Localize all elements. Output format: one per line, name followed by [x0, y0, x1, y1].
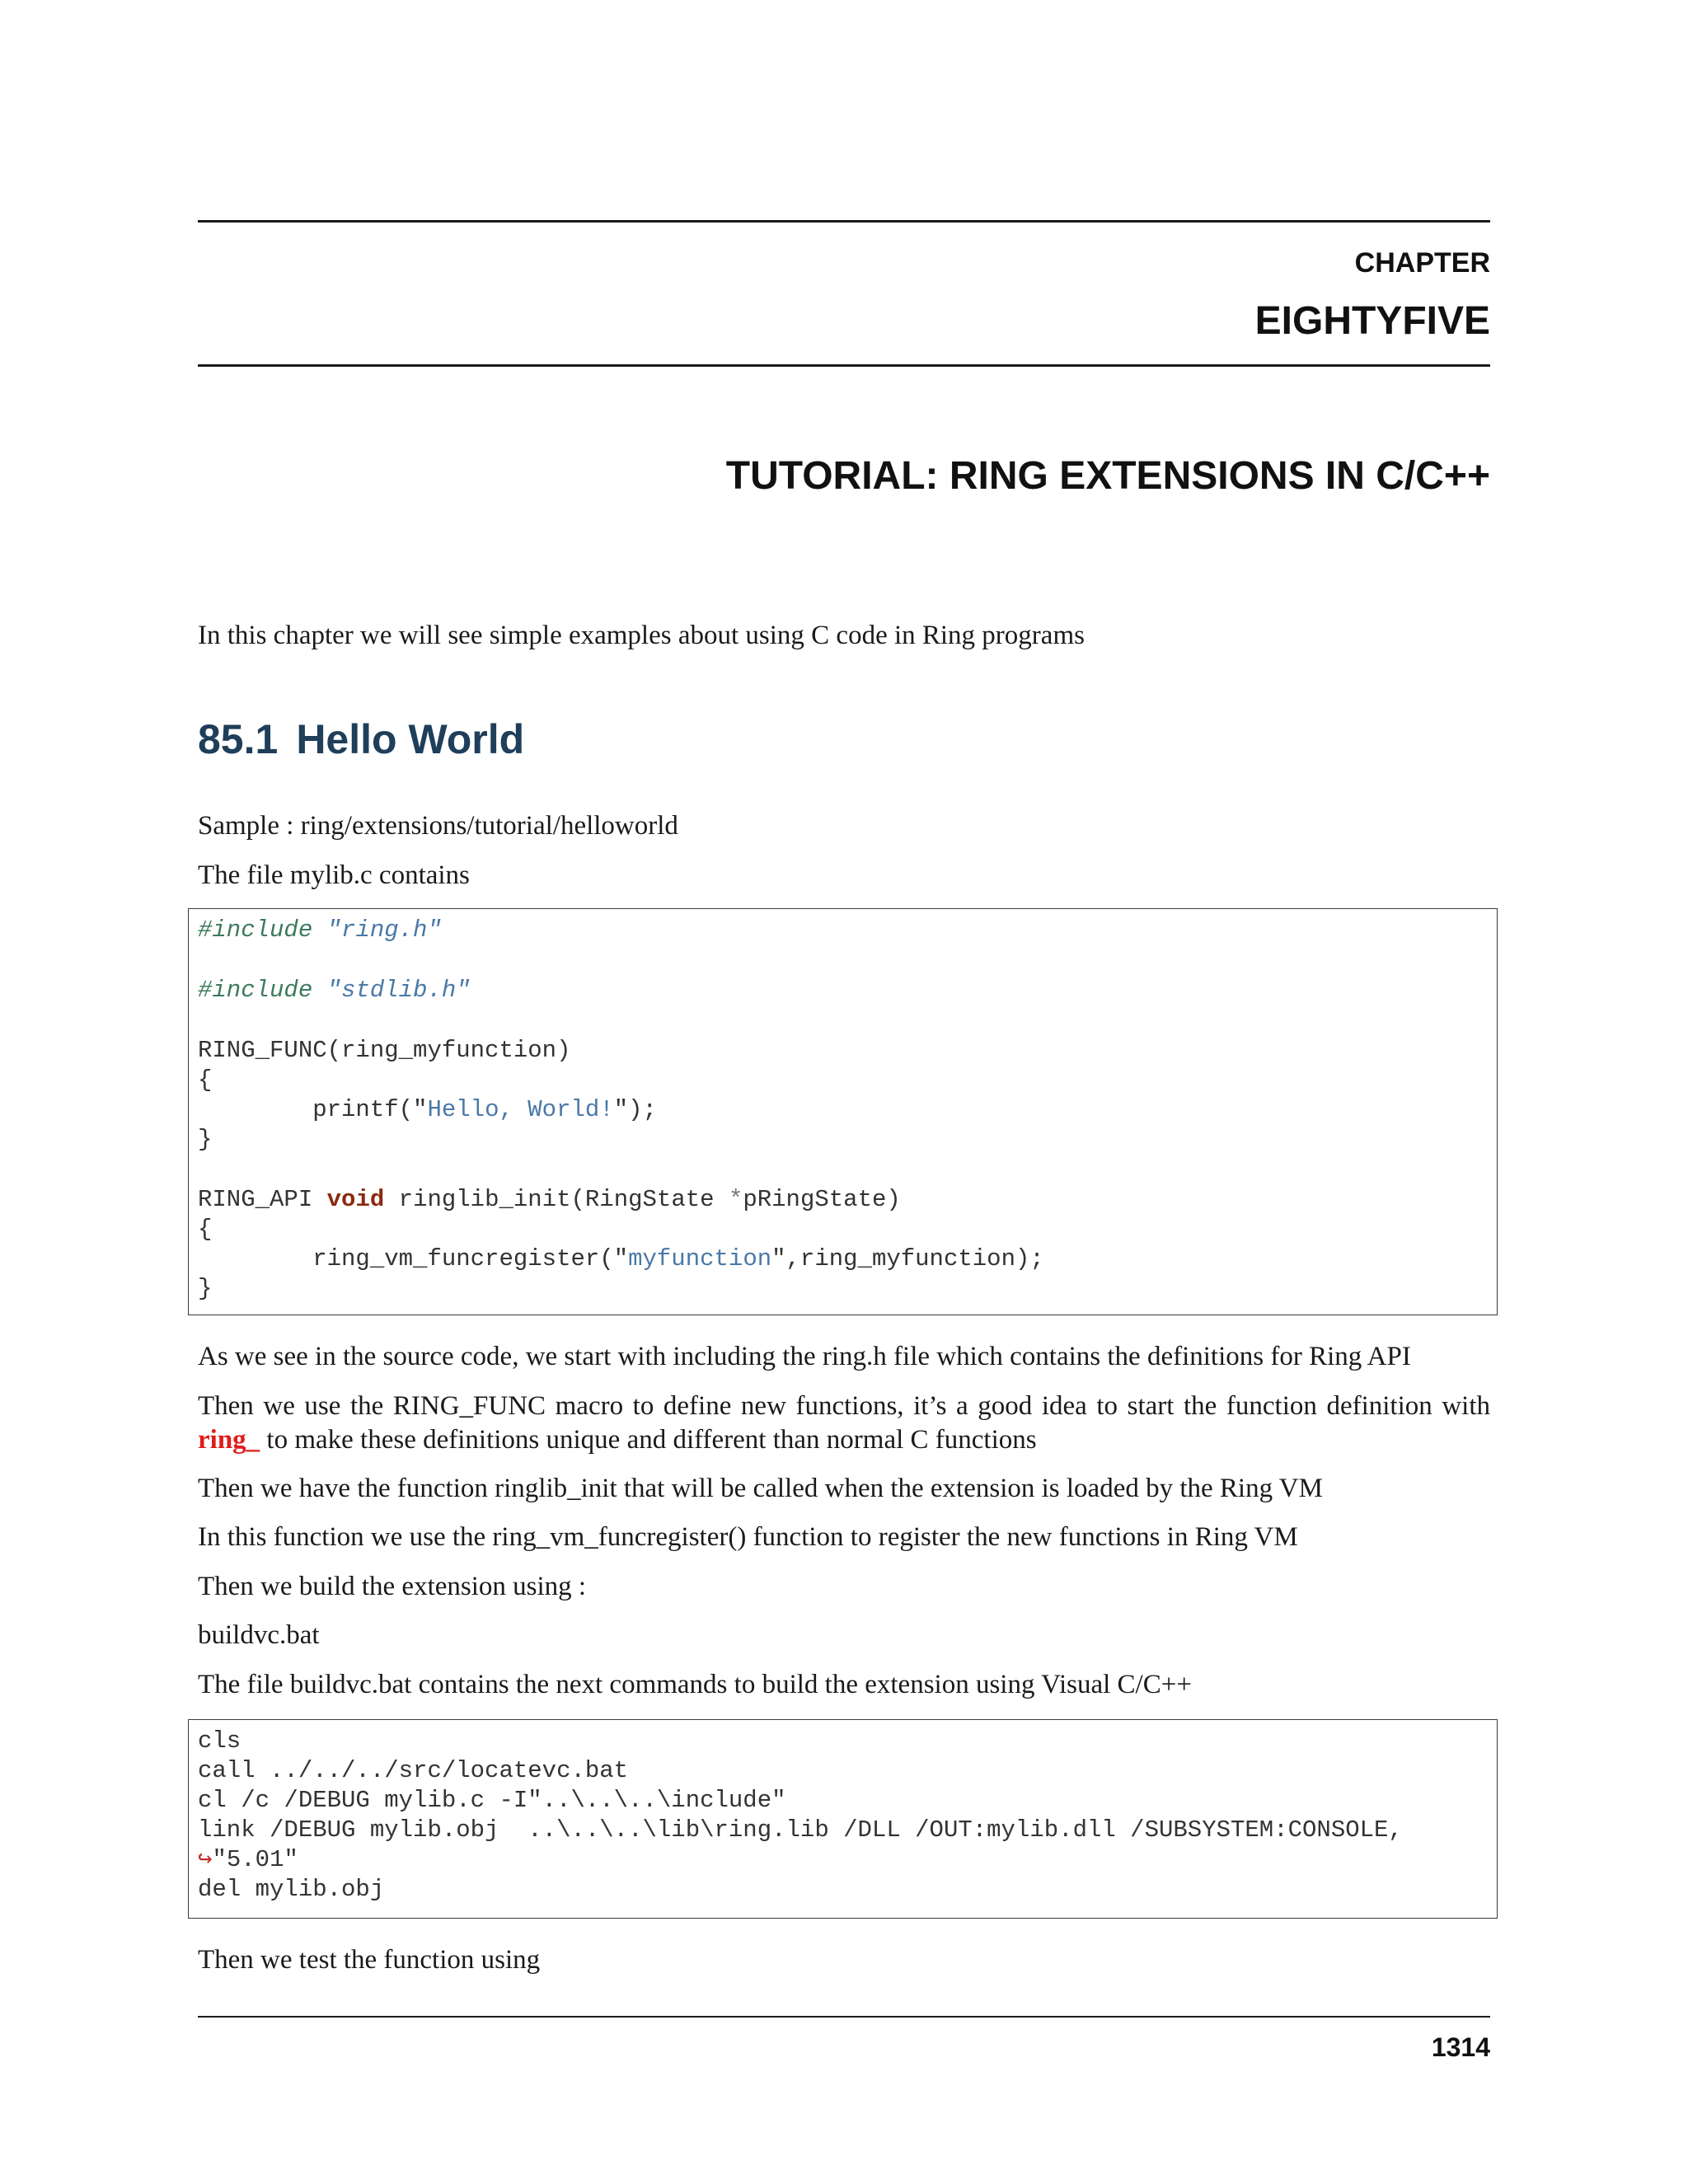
- code-block-buildvc: [188, 1719, 1498, 1919]
- code-quote: ": [771, 1245, 786, 1272]
- chapter-number: EIGHTYFIVE: [1254, 299, 1490, 343]
- chapter-label: CHAPTER: [1354, 247, 1490, 279]
- code-quote: ": [326, 916, 342, 944]
- code-line: }: [198, 1126, 213, 1153]
- line-continuation-icon: ↪: [198, 1846, 213, 1873]
- code-line: link /DEBUG mylib.obj ..\..\..\lib\ring.lib /DLL /OUT:mylib.dll /SUBSYSTEM:CONSOLE,: [198, 1816, 1403, 1844]
- code-string: Hello, World!: [427, 1096, 614, 1123]
- section-heading: [198, 715, 524, 763]
- code-quote: ": [456, 977, 471, 1004]
- section-title: Hello World: [296, 716, 525, 762]
- code-block-mylib: [188, 908, 1498, 1315]
- code-line: [198, 1185, 901, 1215]
- explain-paragraph-2: [198, 1390, 1490, 1457]
- code-text: RING_API: [198, 1186, 327, 1213]
- ring-prefix-highlight: ring_: [198, 1425, 260, 1455]
- explain-paragraph-5: Then we build the extension using :: [198, 1572, 587, 1601]
- code-line: cls: [198, 1727, 241, 1755]
- intro-paragraph: In this chapter we will see simple examples about using C code in Ring programs: [198, 621, 1085, 650]
- top-rule: [198, 220, 1490, 223]
- code-line: call ../../../src/locatevc.bat: [198, 1757, 629, 1784]
- code-line: cl /c /DEBUG mylib.c -I"..\..\..\include": [198, 1787, 786, 1814]
- code-text: "5.01": [212, 1846, 298, 1873]
- build-intro: The file buildvc.bat contains the next commands to build the extension using Visual C/C++: [198, 1670, 1192, 1699]
- test-intro: Then we test the function using: [198, 1945, 541, 1975]
- code-text: pRingState): [743, 1186, 901, 1213]
- chapter-title: TUTORIAL: RING EXTENSIONS IN C/C++: [725, 454, 1490, 498]
- code-line: [198, 1244, 1044, 1274]
- code-line: del mylib.obj: [198, 1876, 385, 1903]
- code-text: ring_vm_funcregister(: [198, 1245, 614, 1272]
- code-line: [198, 1845, 298, 1875]
- code-line: [198, 976, 471, 1005]
- explain-text: to make these definitions unique and different than normal C functions: [260, 1425, 1037, 1455]
- code-keyword: void: [326, 1186, 385, 1213]
- code-preprocessor: #include: [198, 977, 327, 1004]
- section-number: 85.1: [198, 716, 279, 762]
- code-text: printf(: [198, 1096, 414, 1123]
- page-number: 1314: [1431, 2032, 1490, 2062]
- code-text: ringlib_init(RingState: [384, 1186, 729, 1213]
- code-line: RING_FUNC(ring_myfunction): [198, 1037, 571, 1064]
- code-string: myfunction: [628, 1245, 772, 1272]
- code-preprocessor: #include: [198, 916, 327, 944]
- footer-rule: [198, 2016, 1490, 2018]
- code-line: }: [198, 1275, 213, 1302]
- code-text: ,ring_myfunction);: [785, 1245, 1044, 1272]
- chapter-rule: [198, 364, 1490, 367]
- code-operator: *: [728, 1186, 743, 1213]
- code-line: {: [198, 1216, 213, 1243]
- explain-paragraph-3: Then we have the function ringlib_init that will be called when the extension is loaded by the Ring VM: [198, 1474, 1323, 1503]
- sample-path: Sample : ring/extensions/tutorial/helloworld: [198, 811, 678, 841]
- file-intro: The file mylib.c contains: [198, 860, 470, 890]
- explain-text: Then we use the RING_FUNC macro to define new functions, it’s a good idea to start the function definition with: [198, 1391, 1490, 1421]
- code-quote: ": [413, 1096, 428, 1123]
- code-text: );: [628, 1096, 657, 1123]
- build-file-name: buildvc.bat: [198, 1620, 320, 1650]
- code-string: stdlib.h: [341, 977, 457, 1004]
- code-quote: ": [326, 977, 342, 1004]
- code-line: [198, 1095, 657, 1125]
- code-string: ring.h: [341, 916, 428, 944]
- explain-paragraph-4: In this function we use the ring_vm_funcregister() function to register the new functions in Ring VM: [198, 1522, 1298, 1552]
- code-line: [198, 916, 442, 945]
- code-quote: ": [427, 916, 442, 944]
- code-line: {: [198, 1066, 213, 1094]
- explain-paragraph-1: As we see in the source code, we start with including the ring.h file which contains the definitions for Ring API: [198, 1342, 1411, 1371]
- code-quote: ": [613, 1096, 629, 1123]
- code-quote: ": [613, 1245, 629, 1272]
